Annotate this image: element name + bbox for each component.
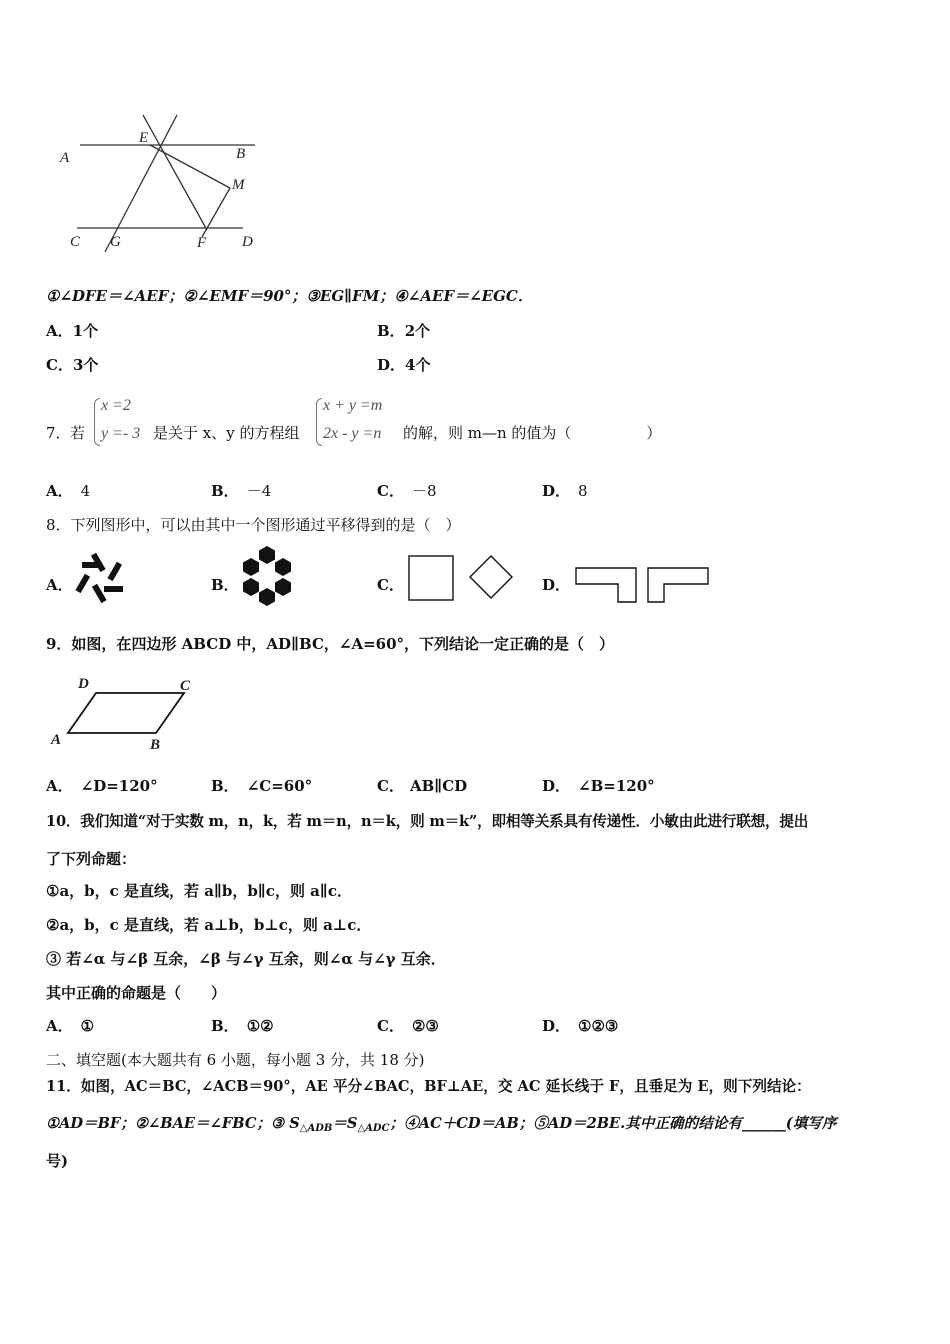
q10-option-a[interactable]: A． ① — [46, 1017, 95, 1035]
label-c: C — [180, 678, 191, 694]
q11-line2: ①AD＝BF；②∠BAE＝∠FBC；③ $S_{\triangle ADB}=S_{\triangle ADC}$；④AC＋CD＝AB；⑤AD＝2BE.其中正确的结论有______(填写序 — [46, 1115, 837, 1134]
q8-figure-d-lshapes — [574, 564, 714, 604]
q8-figure-c-squares — [407, 554, 517, 602]
q7-brace-2 — [316, 398, 322, 446]
q7-ruo: 若 — [70, 424, 86, 442]
q9-option-d[interactable]: D． ∠B=120° — [542, 777, 655, 795]
q6-option-b[interactable]: B．2个 — [377, 322, 431, 340]
q10-line2: 了下列命题： — [46, 850, 137, 868]
q8-option-a[interactable]: A． — [46, 576, 73, 594]
q10-ask: 其中正确的命题是（ ） — [46, 984, 227, 1002]
q10-proposition-1: ①a，b，c 是直线，若 a∥b，b∥c，则 a∥c． — [46, 882, 352, 900]
q10-proposition-3: ③ 若∠α 与∠β 互余，∠β 与∠γ 互余，则∠α 与∠γ 互余． — [46, 950, 446, 968]
q10-option-b[interactable]: B． ①② — [211, 1017, 274, 1035]
q8-option-b[interactable]: B． — [211, 576, 239, 594]
q10-option-d[interactable]: D． ①②③ — [542, 1017, 619, 1035]
q11-line1: 11．如图，AC＝BC，∠ACB＝90°，AE 平分∠BAC，BF⊥AE，交 AC 延长线于 F，且垂足为 E，则下列结论： — [46, 1078, 811, 1095]
label-b: B — [150, 737, 161, 753]
q7-option-d[interactable]: D． 8 — [542, 482, 588, 500]
label-d: D — [78, 676, 89, 692]
q7-number: 7． — [46, 424, 71, 442]
q7-sys2-eq2: 2x - y =n — [323, 425, 382, 442]
line-em — [150, 145, 230, 188]
q8-figure-a-pinwheel — [76, 550, 130, 604]
label-d: D — [242, 234, 253, 250]
label-c: C — [70, 234, 81, 250]
label-a: A — [60, 150, 70, 166]
q7-mid-text: 是关于 x、y 的方程组 — [153, 424, 300, 442]
label-a: A — [51, 732, 62, 748]
q10-line1: 10．我们知道“对于实数 m，n，k，若 m＝n，n＝k，则 m＝k”，即相等关系具有传递性．小敏由此进行联想，提出 — [46, 813, 809, 830]
q8-option-d[interactable]: D． — [542, 576, 571, 594]
q9-question: 9．如图，在四边形 ABCD 中，AD∥BC，∠A=60°，下列结论一定正确的是（ ） — [46, 635, 615, 653]
q6-option-c[interactable]: C．3个 — [46, 356, 99, 374]
label-f: F — [197, 235, 207, 251]
q7-tail-text: 的解，则 m—n 的值为（ ） — [403, 424, 662, 442]
q8-question: 8．下列图形中，可以由其中一个图形通过平移得到的是（ ） — [46, 516, 461, 534]
label-m: M — [232, 177, 245, 193]
q7-option-b[interactable]: B． －4 — [211, 482, 272, 500]
line-ef — [143, 115, 207, 230]
q8-figure-b-hexagons — [238, 545, 296, 607]
label-b: B — [236, 146, 246, 162]
q8-option-c[interactable]: C． — [377, 576, 404, 594]
q9-option-c[interactable]: C． AB∥CD — [377, 777, 468, 795]
q9-parallelogram-figure — [48, 670, 208, 755]
q6-option-a[interactable]: A．1个 — [46, 322, 99, 340]
q6-figure — [55, 110, 275, 260]
label-g: G — [110, 234, 121, 250]
q6-statements: ①∠DFE＝∠AEF；②∠EMF＝90°；③EG∥FM；④∠AEF＝∠EGC． — [46, 287, 533, 305]
q10-option-c[interactable]: C． ②③ — [377, 1017, 439, 1035]
q6-option-d[interactable]: D．4个 — [377, 356, 431, 374]
q7-brace-1 — [94, 398, 100, 446]
q10-proposition-2: ②a，b，c 是直线，若 a⊥b，b⊥c，则 a⊥c． — [46, 916, 372, 934]
q7-sys1-eq2: y =- 3 — [101, 425, 141, 442]
q11-line3: 号) — [46, 1152, 69, 1170]
q7-option-c[interactable]: C． －8 — [377, 482, 437, 500]
label-e: E — [139, 130, 149, 146]
section-2-heading: 二、填空题(本大题共有 6 小题，每小题 3 分，共 18 分) — [46, 1051, 425, 1069]
q9-option-a[interactable]: A． ∠D=120° — [46, 777, 158, 795]
q7-sys2-eq1: x + y =m — [323, 397, 383, 414]
q9-option-b[interactable]: B． ∠C=60° — [211, 777, 313, 795]
line-fm — [202, 188, 230, 237]
q7-sys1-eq1: x =2 — [101, 397, 131, 414]
q7-option-a[interactable]: A． 4 — [46, 482, 91, 500]
